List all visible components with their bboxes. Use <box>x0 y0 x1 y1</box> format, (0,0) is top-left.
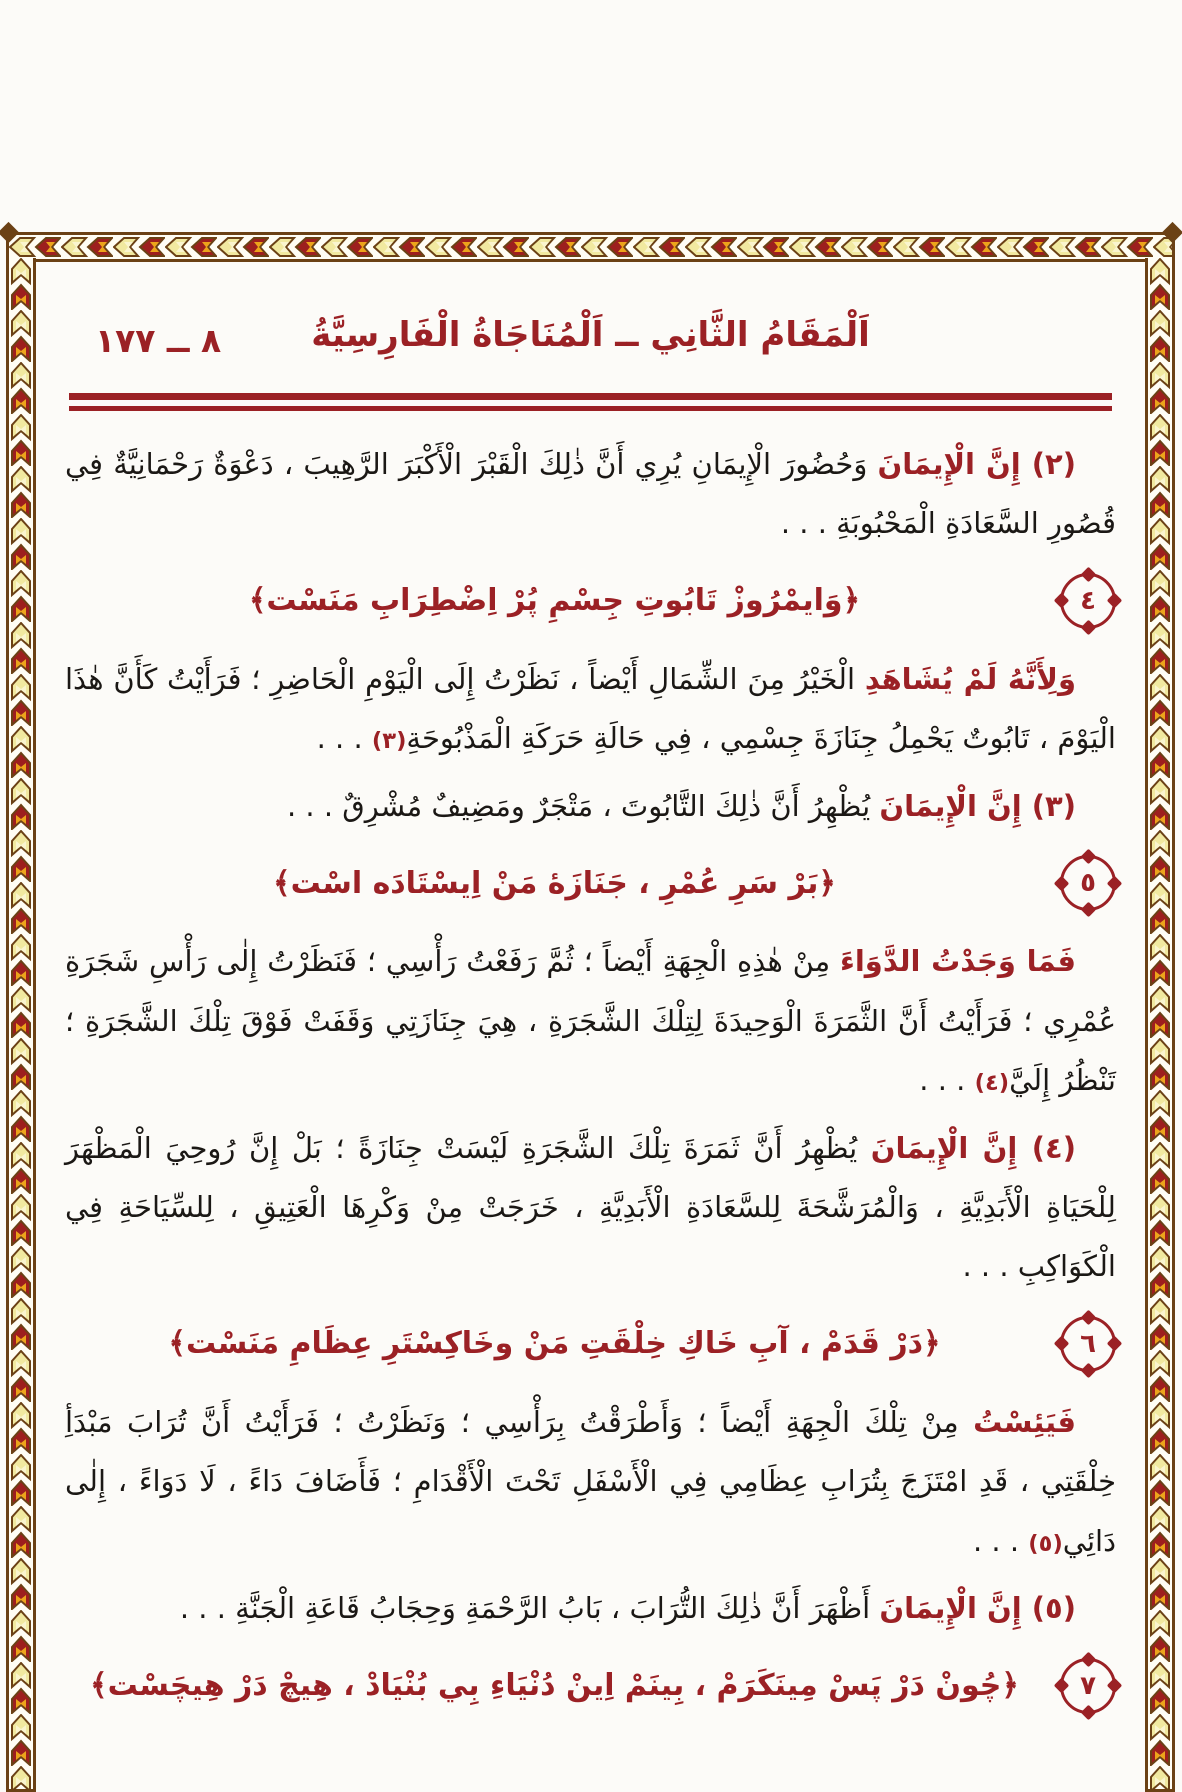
chain-pattern-icon <box>1148 258 1172 1789</box>
paragraph <box>65 1579 1116 1638</box>
paragraph <box>65 650 1116 769</box>
emphasis-red-text: (٣) إِنَّ الْإِيمَانَ <box>879 788 1076 823</box>
emphasis-red-text: (٢) إِنَّ الْإِيمَانَ <box>877 447 1076 481</box>
persian-verse-heading <box>65 1655 1116 1717</box>
paragraph <box>65 932 1116 1110</box>
verse-number: ٥ <box>1080 868 1096 899</box>
verse-text: ﴿دَرْ قَدَمْ ، آبِ خَاكِ خِلْقَتِ مَنْ وخَاكِسْتَرِ عِظَامِ مَنَسْت﴾ <box>168 1326 941 1362</box>
page-header <box>65 289 1116 385</box>
border-right-band <box>1145 258 1175 1792</box>
paragraph <box>65 435 1116 554</box>
body-text: يُظْهِرُ أَنَّ ذٰلِكَ التَّابُوتَ ، مَتْجَرٌ ومَضِيفٌ مُشْرِقٌ . . . <box>286 788 880 823</box>
emphasis-red-text: فَيَئِسْتُ <box>973 1404 1076 1439</box>
page-number: ٨ ــ ١٧٧ <box>95 321 222 360</box>
ornament-diamond-icon <box>1054 1678 1070 1694</box>
ornament-diamond-icon <box>1054 1336 1070 1352</box>
body-text: . . . <box>316 721 372 756</box>
verse-number: ٧ <box>1080 1670 1096 1701</box>
persian-verse-heading <box>65 1313 1116 1375</box>
emphasis-red-text: وَلِأَنَّهُ لَمْ يُشَاهَدِ <box>864 661 1076 696</box>
chain-pattern-icon <box>9 258 33 1789</box>
ornament-diamond-icon <box>1080 902 1096 918</box>
ornament-diamond-icon <box>1080 1310 1096 1326</box>
ornament-diamond-icon <box>1080 1651 1096 1667</box>
ornament-diamond-icon <box>1054 593 1070 609</box>
ornament-diamond-icon <box>1054 875 1070 891</box>
body-text: مِنْ هٰذِهِ الْجِهَةِ أَيْضاً ؛ ثُمَّ رَفَعْتُ رَأْسِي ؛ فَنَظَرْتُ إِلٰى رَأْسِ شَجَرَةِ عُمْرِي ؛ فَرَأَيْتُ أَنَّ الثَّمَرَةَ الْوَحِيدَةَ لِتِلْكَ الشَّجَرَةِ ، هِيَ جِنَازَتِي وَقَفَتْ فَوْقَ تِلْكَ الشَّجَرَةِ ؛ تَنْظُرُ إِلَيَّ <box>65 944 1116 1098</box>
verse-text: ﴿چُونْ دَرْ پَسْ مِينَكَرَمْ ، بِينَمْ اِينْ دُنْيَاءِ بِي بُنْيَادْ ، هِيچْ دَرْ هِيچَسْت﴾ <box>90 1668 1019 1704</box>
body-text: وَحُضُورَ الْإِيمَانِ يُرِي أَنَّ ذٰلِكَ الْقَبْرَ الْأَكْبَرَ الرَّهِيبَ ، دَعْوَةٌ رَحْمَانِيَّةٌ فِي قُصُورِ السَّعَادَةِ الْمَحْبُوبَةِ . . . <box>65 447 1116 541</box>
ornament-diamond-icon <box>1080 1363 1096 1379</box>
body-text: مِنْ تِلْكَ الْجِهَةِ أَيْضاً ؛ وَأَطْرَقْتُ بِرَأْسِي ؛ وَنَظَرْتُ ؛ فَرَأَيْتُ أَنَّ تُرَابَ مَبْدَأِ خِلْقَتِي ، قَدِ امْتَزَجَ بِتُرَابِ عِظَامِي فِي الْأَسْفَلِ تَحْتَ الْأَقْدَامِ ؛ فَأَضَافَ دَاءً ، لَا دَوَاءً ، إِلٰى دَائِي <box>65 1404 1116 1558</box>
emphasis-red-text: فَمَا وَجَدْتُ الدَّوَاءَ <box>840 944 1076 979</box>
border-left-band <box>6 258 36 1792</box>
body-text-blocks <box>65 435 1116 1717</box>
border-top-band <box>6 232 1175 262</box>
header-double-rule <box>69 393 1112 411</box>
emphasis-red-text: (٤) إِنَّ الْإِيمَانَ <box>870 1130 1076 1165</box>
page-content <box>39 265 1142 1792</box>
page-title: اَلْمَقَامُ الثَّانِي ــ اَلْمُنَاجَاةُ الْفَارِسِيَّةُ <box>311 315 870 355</box>
body-text: الْخَيْرُ مِنَ الشِّمَالِ أَيْضاً ، نَظَرْتُ إِلَى الْيَوْمِ الْحَاضِرِ ؛ فَرَأَيْتُ كَأَنَّ هٰذَا الْيَوْمَ ، تَابُوتٌ يَحْمِلُ جِنَازَةَ جِسْمِي ، فِي حَالَةِ حَرَكَةِ الْمَذْبُوحَةِ <box>65 661 1116 756</box>
body-text: . . . <box>972 1523 1029 1558</box>
chain-pattern-icon <box>9 235 1172 259</box>
ornament-diamond-icon <box>1080 567 1096 583</box>
footnote-marker: (٣) <box>371 728 407 755</box>
verse-text: ﴿وَايمْرُوزْ تَابُوتِ جِسْمِ پُرْ اِضْطِرَابِ مَنَسْت﴾ <box>248 583 861 619</box>
persian-verse-heading <box>65 852 1116 914</box>
verse-number-badge <box>1060 573 1116 629</box>
verse-number-badge <box>1060 855 1116 911</box>
body-text: يُظْهِرُ أَنَّ ثَمَرَةَ تِلْكَ الشَّجَرَةِ لَيْسَتْ جِنَازَةً ؛ بَلْ إِنَّ رُوحِيَ الْمَظْهَرَ لِلْحَيَاةِ الْأَبَدِيَّةِ ، وَالْمُرَشَّحَةَ لِلسَّعَادَةِ الْأَبَدِيَّةِ ، خَرَجَتْ مِنْ وَكْرِهَا الْعَتِيقِ ، لِلسِّيَاحَةِ فِي الْكَوَاكِبِ . . . <box>65 1130 1116 1284</box>
footnote-marker: (٥) <box>1028 1530 1063 1557</box>
paragraph <box>65 1119 1116 1297</box>
body-text: . . . <box>919 1063 975 1098</box>
paragraph <box>65 777 1116 836</box>
paragraph <box>65 1393 1116 1571</box>
verse-number-badge <box>1060 1658 1116 1714</box>
verse-text: ﴿بَرْ سَرِ عُمْرِ ، جَنَازَهٔ مَنْ اِيسْتَادَه اسْت﴾ <box>273 865 836 901</box>
persian-verse-heading <box>65 570 1116 632</box>
ornament-diamond-icon <box>1107 593 1123 609</box>
ornament-diamond-icon <box>1080 849 1096 865</box>
ornament-diamond-icon <box>1107 1678 1123 1694</box>
verse-number: ٤ <box>1080 585 1096 616</box>
body-text: أَظْهَرَ أَنَّ ذٰلِكَ التُّرَابَ ، بَابُ الرَّحْمَةِ وَحِجَابُ قَاعَةِ الْجَنَّةِ . . . <box>179 1591 880 1626</box>
ornament-diamond-icon <box>1080 1704 1096 1720</box>
decorative-border-frame <box>6 232 1175 1792</box>
ornament-diamond-icon <box>1080 620 1096 636</box>
footnote-marker: (٤) <box>974 1070 1010 1097</box>
ornament-diamond-icon <box>1107 875 1123 891</box>
emphasis-red-text: (٥) إِنَّ الْإِيمَانَ <box>879 1591 1076 1626</box>
ornament-diamond-icon <box>1107 1336 1123 1352</box>
verse-number-badge <box>1060 1316 1116 1372</box>
verse-number: ٦ <box>1080 1328 1096 1359</box>
